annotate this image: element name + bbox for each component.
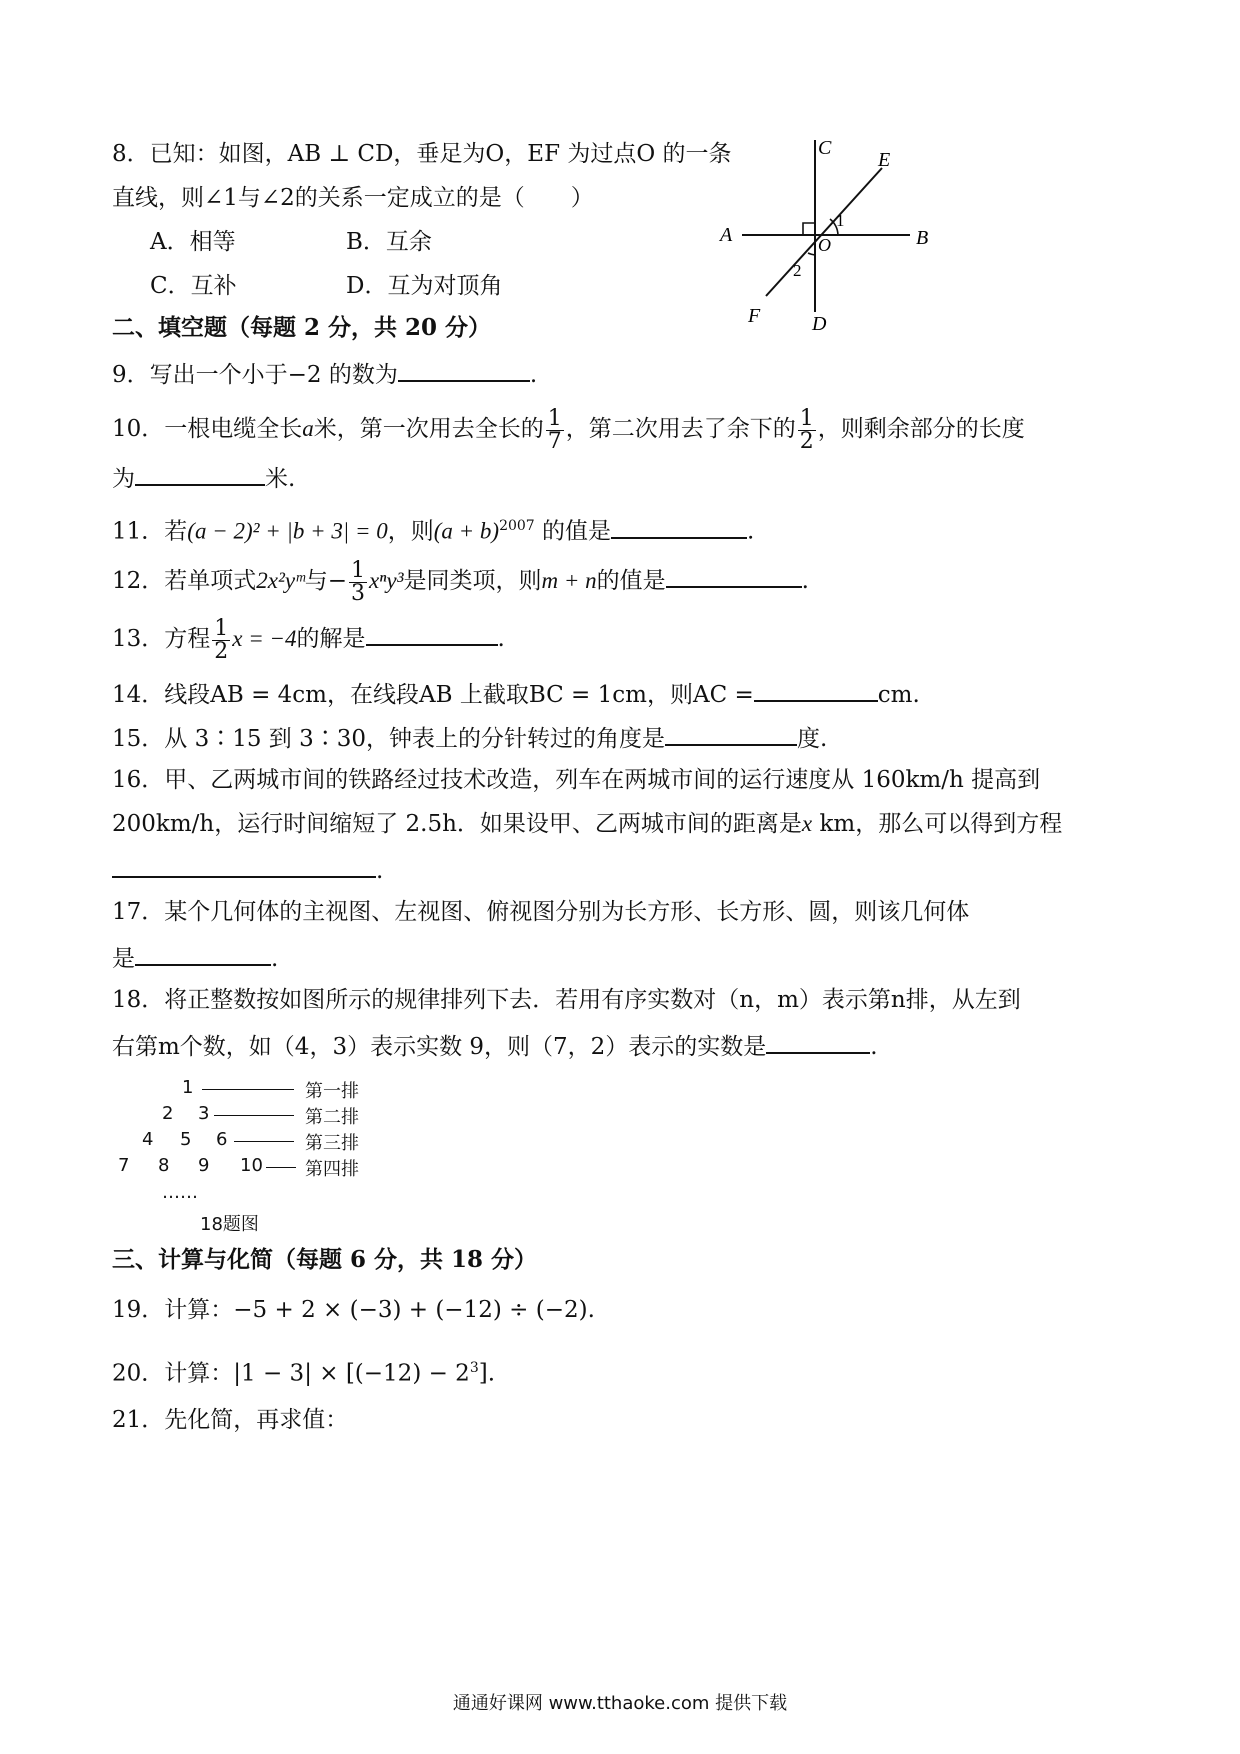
q12-post: 是同类项，则 (403, 568, 542, 594)
q10-line1 (112, 404, 1025, 454)
q13-answer-blank[interactable] (366, 620, 498, 646)
q12-expr: m + n (541, 568, 597, 593)
q15-text: 15．从 3∶15 到 3∶30，钟表上的分针转过的角度是 (112, 726, 665, 752)
pyramid-connector (202, 1089, 294, 1090)
pyramid-dots: …… (162, 1182, 198, 1203)
q11-answer-blank[interactable] (611, 513, 747, 539)
q20-expr: |1 − 3| × [(−12) − 2 (233, 1360, 470, 1387)
q12-pre: 12．若单项式 (112, 568, 257, 594)
label-a: A (720, 224, 733, 246)
q12-mid: 与 (304, 568, 328, 594)
q14-end: cm. (877, 682, 920, 708)
q18-figure (110, 1072, 390, 1235)
q12-monomial1: 2x²yᵐ (256, 568, 305, 593)
q10-post: ，则剩余部分的长度 (817, 416, 1025, 442)
q16-line2 (112, 808, 1062, 840)
q17-line2-pre: 是 (112, 946, 135, 972)
label-c: C (818, 137, 832, 159)
q20-exponent: 3 (469, 1360, 479, 1376)
q8-line1: 8．已知：如图，AB ⊥ CD，垂足为O，EF 为过点O 的一条 (112, 141, 732, 167)
q12-end: . (801, 568, 809, 594)
pyramid-num: 2 (162, 1103, 174, 1124)
q10-fraction2: $\frac{1}{2}$ (799, 405, 814, 454)
line-ef (766, 168, 882, 296)
q11 (112, 510, 754, 548)
q16-line2-post: km，那么可以得到方程 (812, 811, 1063, 837)
q12-answer-blank[interactable] (666, 562, 802, 588)
pyramid-num: 1 (182, 1077, 194, 1098)
pyramid-row-label: 第一排 (305, 1081, 359, 1102)
q13-expr: x = −4 (232, 626, 297, 651)
q10-line2-pre: 为 (112, 466, 135, 492)
q17-line2 (112, 940, 278, 975)
q8-option-b: B．互余 (346, 229, 432, 255)
section3-title: 三、计算与化简（每题 6 分，共 18 分） (112, 1246, 538, 1273)
pyramid-num: 6 (216, 1129, 228, 1150)
pyramid-num: 4 (142, 1129, 154, 1150)
q10-answer-blank[interactable] (135, 460, 265, 486)
q13-pre: 13．方程 (112, 626, 211, 652)
pyramid-connector (266, 1167, 296, 1168)
pyramid-connector (234, 1141, 294, 1142)
q12-post2: 的值是 (596, 568, 666, 594)
q13-end: . (497, 626, 505, 652)
q19: 19．计算：−5 + 2 × (−3) + (−12) ÷ (−2). (112, 1297, 595, 1323)
q10-line2-post: 米. (265, 466, 296, 492)
pyramid-row-label: 第三排 (305, 1133, 359, 1154)
q12 (112, 556, 809, 606)
q9-end: . (529, 362, 538, 388)
q15 (112, 720, 827, 755)
q11-pre: 11．若 (112, 518, 188, 545)
q11-mid: ，则 (387, 518, 434, 545)
pyramid-num: 10 (240, 1155, 263, 1176)
label-b: B (916, 227, 929, 249)
pyramid-num: 9 (198, 1155, 210, 1176)
q10-fraction1: $\frac{1}{7}$ (547, 405, 562, 454)
q11-expr2: (a + b) (433, 518, 500, 544)
q8-option-d: D．互为对顶角 (346, 273, 503, 299)
q20 (112, 1352, 495, 1390)
q8-option-c: C．互补 (150, 273, 237, 299)
q17-end: . (271, 946, 279, 972)
q17-answer-blank[interactable] (135, 940, 271, 966)
q15-end: 度. (797, 726, 828, 752)
q13 (112, 614, 505, 664)
q12-fraction: $\frac{1}{3}$ (350, 557, 365, 606)
q10-mid2: ，第二次用去了余下的 (565, 416, 796, 442)
q12-monomial2: xⁿy³ (368, 568, 404, 593)
pyramid-row-label: 第四排 (305, 1159, 359, 1180)
q20-pre: 20．计算： (112, 1360, 234, 1387)
label-f: F (748, 305, 761, 327)
pyramid-row-label: 第二排 (305, 1107, 359, 1128)
q10-mid1: 米，第一次用去全长的 (313, 416, 544, 442)
label-d: D (812, 313, 827, 335)
q18-line2-text: 右第m个数，如（4，3）表示实数 9，则（7，2）表示的实数是 (112, 1034, 767, 1060)
q14 (112, 676, 920, 711)
pyramid-num: 5 (180, 1129, 192, 1150)
q16-end: . (376, 858, 384, 884)
q20-post: ]. (478, 1360, 496, 1387)
right-angle-mark (803, 223, 815, 235)
q12-sign: − (327, 568, 347, 594)
label-e: E (878, 149, 891, 171)
q14-text: 14．线段AB = 4cm，在线段AB 上截取BC = 1cm，则AC = (112, 682, 754, 708)
q18-end: . (870, 1034, 878, 1060)
angle2-arc (808, 253, 815, 255)
q17-line1: 17．某个几何体的主视图、左视图、俯视图分别为长方形、长方形、圆，则该几何体 (112, 899, 970, 925)
q16-line1: 16．甲、乙两城市间的铁路经过技术改造，列车在两城市间的运行速度从 160km/h 提高到 (112, 767, 1041, 793)
q9-text: 9．写出一个小于−2 的数为 (112, 362, 398, 388)
pyramid-num: 3 (198, 1103, 210, 1124)
q15-answer-blank[interactable] (665, 720, 797, 746)
q11-expr: (a − 2)² + |b + 3| = 0 (187, 518, 388, 544)
q11-end: . (747, 518, 755, 545)
q10-pre: 10．一根电缆全长 (112, 416, 303, 442)
q8-line2: 直线，则∠1与∠2的关系一定成立的是（ ） (112, 185, 594, 211)
pyramid-caption: 18题图 (200, 1214, 259, 1235)
label-o: O (818, 235, 831, 255)
pyramid-num: 8 (158, 1155, 170, 1176)
q16-answer-blank[interactable] (112, 852, 376, 878)
label-angle1: 1 (836, 211, 845, 230)
q21: 21．先化简，再求值： (112, 1407, 349, 1433)
q18-line2 (112, 1028, 878, 1063)
section2-title: 二、填空题（每题 2 分，共 20 分） (112, 314, 492, 341)
footer-text: 通通好课网 www.tthaoke.com 提供下载 (452, 1693, 788, 1714)
q16-var: x (801, 811, 813, 836)
q10-line2 (112, 460, 295, 495)
q8-figure (700, 130, 960, 345)
pyramid-num: 7 (118, 1155, 130, 1176)
q16-line3 (112, 852, 383, 887)
q8-option-a: A．相等 (150, 229, 236, 255)
q13-post: 的解是 (296, 626, 366, 652)
q18-answer-blank[interactable] (766, 1028, 870, 1054)
q11-exponent: 2007 (499, 518, 535, 534)
q16-line2-text: 200km/h，运行时间缩短了 2.5h．如果设甲、乙两城市间的距离是 (112, 811, 802, 837)
q9-answer-blank[interactable] (398, 356, 530, 382)
q13-fraction: $\frac{1}{2}$ (214, 615, 229, 664)
q11-post: 的值是 (534, 518, 612, 545)
q9 (112, 356, 537, 391)
q18-line1: 18．将正整数按如图所示的规律排列下去．若用有序实数对（n，m）表示第n排，从左到 (112, 987, 1021, 1013)
q10-var: a (302, 416, 314, 441)
q14-answer-blank[interactable] (754, 676, 878, 702)
pyramid-connector (214, 1115, 294, 1116)
label-angle2: 2 (793, 261, 802, 280)
